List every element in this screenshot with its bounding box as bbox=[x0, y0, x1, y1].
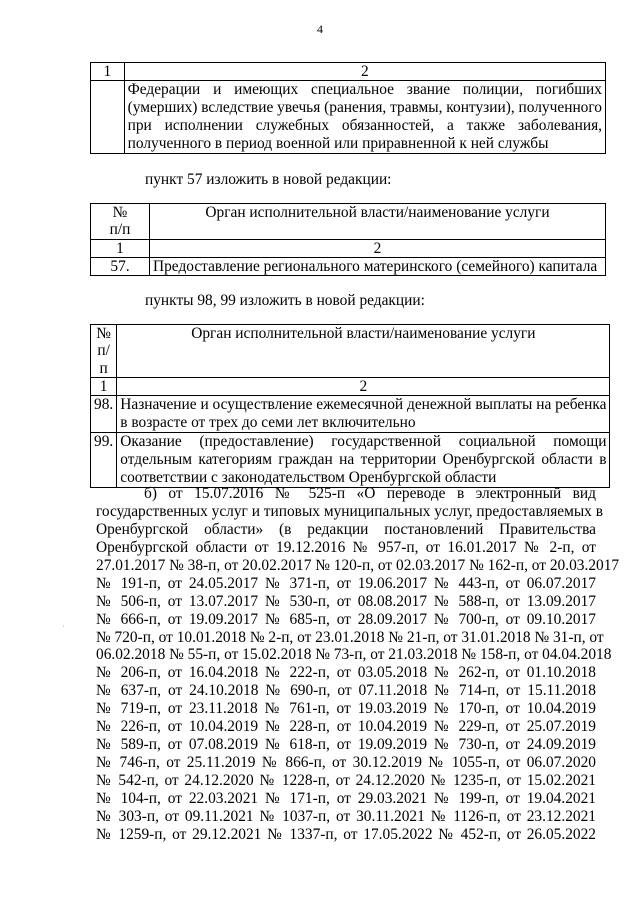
table-row bbox=[91, 257, 606, 275]
body-line: № 589-п, от 07.08.2019 № 618-п, от 19.09.2019 № 730-п, от 24.09.2019 bbox=[96, 736, 596, 754]
body-line: № 542-п, от 24.12.2020 № 1228-п, от 24.12.2020 № 1235-п, от 15.02.2021 bbox=[96, 772, 596, 789]
cell-line: Федерации и имеющих специальное звание полиции, погибших bbox=[127, 81, 602, 99]
body-line: № 506-п, от 13.07.2017 № 530-п, от 08.08.2017 № 588-п, от 13.09.2017 bbox=[96, 592, 596, 610]
table-point-57 bbox=[90, 203, 606, 276]
index-cell-1: 1 bbox=[91, 63, 125, 81]
header-number-line: п/п bbox=[97, 342, 110, 377]
body-line: № 303-п, от 09.11.2021 № 1037-п, от 30.11.2021 № 1126-п, от 23.12.2021 bbox=[96, 807, 596, 825]
body-paragraph bbox=[96, 485, 620, 844]
body-line: № 719-п, от 23.11.2018 № 761-п, от 19.03.2019 № 170-п, от 10.04.2019 bbox=[96, 700, 596, 718]
cell-line: отдельным категориям граждан на территории Оренбургской области в bbox=[120, 451, 607, 468]
body-line: № 1259-п, от 29.12.2021 № 1337-п, от 17.05.2022 № 452-п, от 26.05.2022 bbox=[96, 825, 596, 843]
cell-line: соответствии с законодательством Оренбургской области bbox=[120, 468, 497, 486]
table-row bbox=[91, 81, 606, 154]
table-header-row bbox=[91, 204, 606, 240]
paragraph-points-98-99: пункты 98, 99 изложить в новой редакции: bbox=[145, 292, 425, 309]
header-number-line: № bbox=[112, 204, 128, 221]
body-line: б) от 15.07.2016 № 525-п «О переводе в электронный вид bbox=[144, 485, 596, 502]
index-cell-2: 2 bbox=[124, 63, 605, 81]
header-number-line: п/п bbox=[109, 221, 131, 239]
cell-line: Оказание (предоставление) государственной социальной помощи bbox=[120, 433, 607, 451]
header-number-line: № bbox=[96, 325, 111, 342]
header-number-cell bbox=[91, 325, 117, 378]
index-cell-2: 2 bbox=[150, 239, 606, 257]
body-line: № 666-п, от 19.09.2017 № 685-п, от 28.09.2017 № 700-п, от 09.10.2017 bbox=[96, 610, 596, 628]
table-header-row bbox=[91, 325, 610, 378]
body-line: Оренбургской области» (в редакции постановлений Правительства bbox=[96, 520, 596, 538]
page-number: 4 bbox=[317, 22, 323, 36]
paragraph-point-57: пункт 57 изложить в новой редакции: bbox=[145, 171, 392, 188]
table-index-row bbox=[91, 239, 606, 257]
index-cell-2: 2 bbox=[117, 377, 610, 395]
row-text-cell bbox=[117, 433, 610, 488]
row-number-cell bbox=[91, 81, 125, 154]
table-index-row bbox=[91, 63, 606, 81]
header-title-cell: Орган исполнительной власти/наименование услуги bbox=[150, 204, 606, 240]
body-line: № 637-п, от 24.10.2018 № 690-п, от 07.11.2018 № 714-п, от 15.11.2018 bbox=[96, 682, 596, 700]
cell-line: при исполнении служебных обязанностей, а также заболевания, bbox=[127, 117, 602, 135]
body-line: № 104-п, от 22.03.2021 № 171-п, от 29.03.2021 № 199-п, от 19.04.2021 bbox=[96, 789, 596, 807]
body-line: № 746-п, от 25.11.2019 № 866-п, от 30.12.2019 № 1055-п, от 06.07.2020 bbox=[96, 754, 596, 772]
row-text-cell bbox=[124, 81, 605, 154]
table-row bbox=[91, 433, 610, 488]
body-line: № 191-п, от 24.05.2017 № 371-п, от 19.06.2017 № 443-п, от 06.07.2017 bbox=[96, 574, 596, 592]
row-number-cell: 57. bbox=[91, 257, 150, 275]
body-line: № 226-п, от 10.04.2019 № 228-п, от 10.04.2019 № 229-п, от 25.07.2019 bbox=[96, 718, 596, 736]
header-title-cell: Орган исполнительной власти/наименование услуги bbox=[117, 325, 610, 378]
cell-line: (умерших) вследствие увечья (ранения, травмы, контузии), полученного bbox=[127, 99, 602, 117]
row-text-cell bbox=[117, 396, 610, 433]
header-number-cell bbox=[91, 204, 150, 240]
margin-dot: · bbox=[62, 622, 65, 631]
index-cell-1: 1 bbox=[91, 377, 117, 395]
row-number-cell: 99. bbox=[91, 433, 117, 488]
table-index-row bbox=[91, 377, 610, 395]
body-line: № 206-п, от 16.04.2018 № 222-п, от 03.05.2018 № 262-п, от 01.10.2018 bbox=[96, 664, 596, 682]
table-row bbox=[91, 396, 610, 433]
body-line: государственных услуг и типовых муниципальных услуг, предоставляемых в bbox=[96, 502, 603, 520]
body-line: 27.01.2017 № 38-п, от 20.02.2017 № 120-п, от 02.03.2017 № 162-п, от 20.03.2017 bbox=[96, 556, 620, 574]
cell-line: полученного в период военной или приравненной к ней службы bbox=[127, 135, 549, 153]
body-line: 06.02.2018 № 55-п, от 15.02.2018 № 73-п, от 21.03.2018 № 158-п, от 04.04.2018 bbox=[96, 646, 612, 664]
index-cell-1: 1 bbox=[91, 239, 150, 257]
cell-line: Назначение и осуществление ежемесячной денежной выплаты на ребенка bbox=[120, 396, 607, 414]
body-line: № 720-п, от 10.01.2018 № 2-п, от 23.01.2018 № 21-п, от 31.01.2018 № 31-п, от bbox=[96, 628, 604, 646]
table-points-98-99 bbox=[90, 324, 610, 488]
row-number-cell: 98. bbox=[91, 396, 117, 433]
table-continuation bbox=[90, 62, 606, 154]
cell-line: в возрасте от трех до семи лет включительно bbox=[120, 414, 416, 432]
body-line: Оренбургской области от 19.12.2016 № 957-п, от 16.01.2017 № 2-п, от bbox=[96, 538, 596, 556]
row-text-cell: Предоставление регионального материнского (семейного) капитала bbox=[150, 257, 606, 275]
